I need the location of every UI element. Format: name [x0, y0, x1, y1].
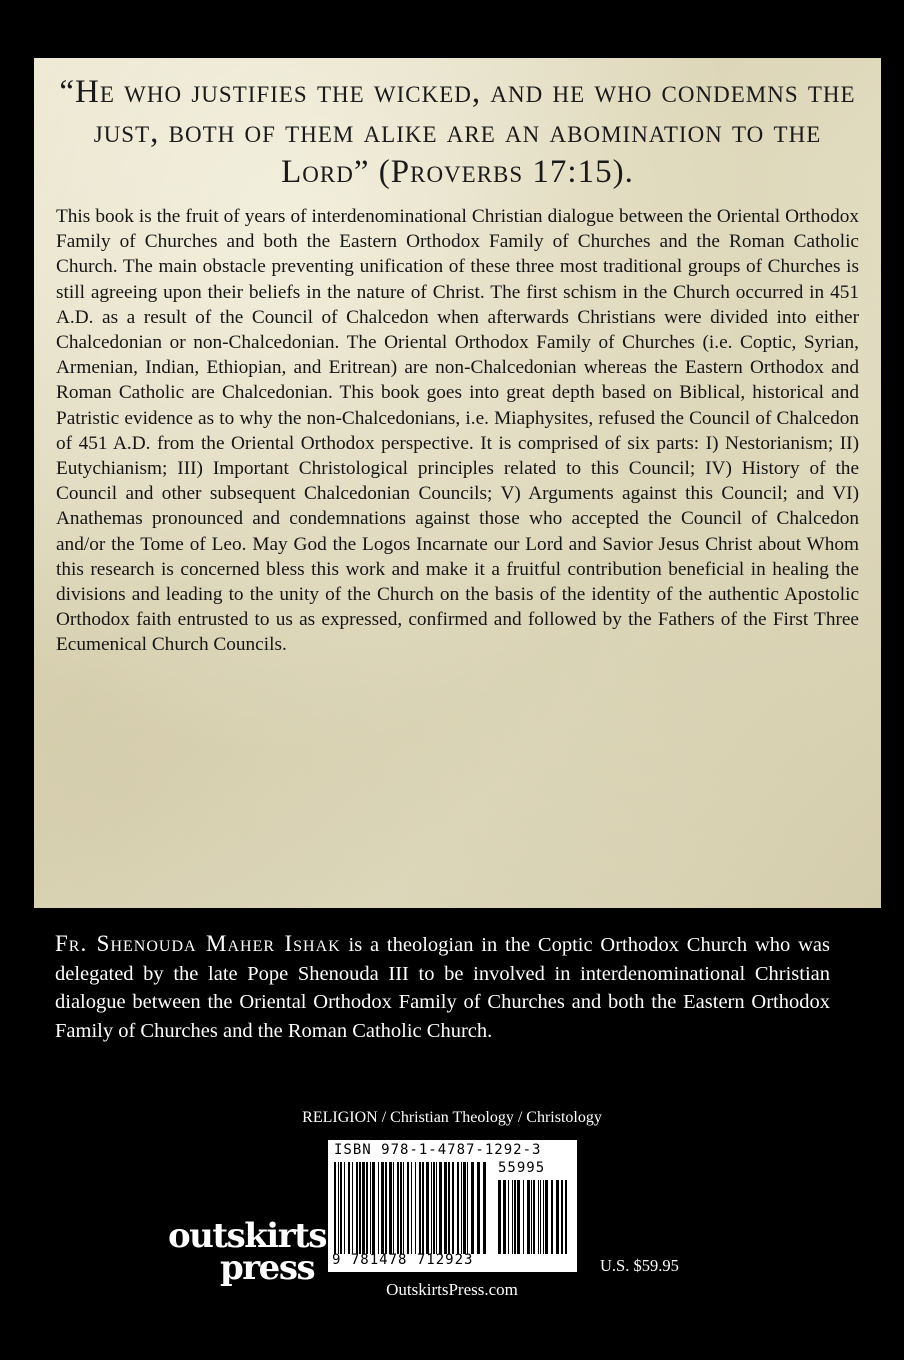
- barcode-bar: [433, 1162, 435, 1254]
- barcode-bar: [444, 1162, 447, 1254]
- barcode-bar: [531, 1180, 532, 1254]
- barcode-bar: [527, 1180, 530, 1254]
- barcode-bar: [431, 1162, 432, 1254]
- bible-quote: “He who justifies the wicked, and he who condemns the just, both of them alike are an abomination to the Lord” (Proverbs 17:15).: [59, 74, 856, 190]
- barcode-bar: [397, 1162, 399, 1254]
- publisher-logo-line1: outskirts: [168, 1216, 326, 1256]
- barcode-bar: [411, 1162, 412, 1254]
- barcode-addon-bars: [498, 1180, 568, 1254]
- barcode-bar: [334, 1162, 336, 1254]
- barcode-bar: [498, 1180, 501, 1254]
- barcode-bar: [512, 1180, 513, 1254]
- barcode-bar: [508, 1180, 509, 1254]
- publisher-logo: [168, 1216, 326, 1289]
- barcode-price-code: 55995: [498, 1160, 546, 1176]
- bisac-category: RELIGION / Christian Theology / Christology: [302, 1109, 602, 1126]
- barcode-bar: [551, 1180, 553, 1254]
- barcode-bar: [543, 1180, 544, 1254]
- barcode-bar: [407, 1162, 409, 1254]
- barcode-bar: [415, 1162, 416, 1254]
- barcode-bar: [483, 1162, 486, 1254]
- barcode-bar: [448, 1162, 450, 1254]
- barcode-bar: [419, 1162, 421, 1254]
- barcode-bar: [523, 1180, 524, 1254]
- barcode-bar: [356, 1162, 358, 1254]
- barcode-bar: [403, 1162, 404, 1254]
- barcode-bar: [561, 1180, 563, 1254]
- barcode-bar: [381, 1162, 384, 1254]
- publisher-website[interactable]: OutskirtsPress.com: [386, 1280, 518, 1299]
- barcode-bar: [372, 1162, 375, 1254]
- barcode-bar: [338, 1162, 339, 1254]
- barcode-bar: [426, 1162, 429, 1254]
- barcode-bar: [393, 1162, 394, 1254]
- barcode-bar: [378, 1162, 379, 1254]
- barcode-bar: [452, 1162, 454, 1254]
- barcode-bar: [344, 1162, 345, 1254]
- barcode-bar: [389, 1162, 392, 1254]
- barcode-bar: [467, 1162, 468, 1254]
- barcode-bar: [340, 1162, 342, 1254]
- barcode-bar: [471, 1162, 474, 1254]
- barcode-bar: [348, 1162, 350, 1254]
- parchment-panel: [34, 58, 881, 908]
- barcode-bar: [366, 1162, 368, 1254]
- barcode-bar: [457, 1162, 459, 1254]
- isbn-barcode: [328, 1140, 577, 1272]
- barcode-bar: [370, 1162, 371, 1254]
- barcode-bar: [514, 1180, 516, 1254]
- barcode-bar: [359, 1162, 361, 1254]
- barcode-bar: [503, 1180, 506, 1254]
- barcode-bar: [533, 1180, 535, 1254]
- author-name: Fr. Shenouda Maher Ishak: [55, 931, 341, 956]
- author-bio-text: is a theologian in the Coptic Orthodox Church who was delegated by the late Pope Shenouda III to be involved in interdenominational Christian dialogue between the Oriental Orthodox Family of Churches and both the Eastern Orthodox Family of Churches and the Roman Catholic Church.: [55, 934, 830, 1042]
- barcode-bar: [477, 1162, 480, 1254]
- barcode-bar: [540, 1180, 541, 1254]
- barcode-bar: [422, 1162, 424, 1254]
- barcode-bar: [538, 1180, 539, 1254]
- publisher-logo-line2: press: [220, 1248, 315, 1289]
- author-bio: [55, 930, 830, 1045]
- barcode-bar: [565, 1180, 567, 1254]
- barcode-number: 9 781478 712923: [332, 1252, 474, 1268]
- barcode-bar: [463, 1162, 466, 1254]
- barcode-bar: [385, 1162, 387, 1254]
- barcode-bar: [362, 1162, 365, 1254]
- isbn-label: ISBN 978-1-4787-1292-3: [334, 1142, 542, 1158]
- barcode-bar: [461, 1162, 462, 1254]
- barcode-bar: [352, 1162, 353, 1254]
- barcode-bar: [517, 1180, 520, 1254]
- barcode-main-bars: [334, 1162, 486, 1254]
- barcode-bar: [556, 1180, 559, 1254]
- barcode-bar: [545, 1180, 548, 1254]
- barcode-bar: [439, 1162, 442, 1254]
- price: U.S. $59.95: [600, 1256, 679, 1275]
- barcode-bar: [436, 1162, 437, 1254]
- book-description: This book is the fruit of years of interdenominational Christian dialogue between the Oriental Orthodox Family of Churches and both the Eastern Orthodox Family of Churches and the Roman Catholic Church. The main obstacle preventing unification of these three most traditional groups of Churches is still agreeing upon their beliefs in the nature of Christ. The first schism in the Church occurred in 451 A.D. as a result of the Council of Chalcedon when afterwards Christians were divided into either Chalcedonian or non-Chalcedonian. The Oriental Orthodox Family of Churches (i.e. Coptic, Syrian, Armenian, Indian, Ethiopian, and Eritrean) are non-Chalcedonian whereas the Eastern Orthodox and Roman Catholic are Chalcedonian. This book goes into great depth based on Biblical, historical and Patristic evidence as to why the non-Chalcedonians, i.e. Miaphysites, refused the Council of Chalcedon of 451 A.D. from the Oriental Orthodox perspective. It is comprised of six parts: I) Nestorianism; II) Eutychianism; III) Important Christological principles related to this Council; IV) History of the Council and other subsequent Chalcedonian Councils; V) Arguments against this Council; and VI) Anathemas pronounced and condemnations against those who accepted the Council of Chalcedon and/or the Tome of Leo. May God the Logos Incarnate our Lord and Savior Jesus Christ about Whom this research is concerned bless this work and make it a fruitful contribution beneficial in healing the divisions and leading to the unity of the Church on the basis of the identity of the authentic Apostolic Orthodox faith entrusted to us as expressed, confirmed and followed by the Fathers of the First Three Ecumenical Church Councils.: [56, 206, 859, 656]
- barcode-bar: [400, 1162, 402, 1254]
